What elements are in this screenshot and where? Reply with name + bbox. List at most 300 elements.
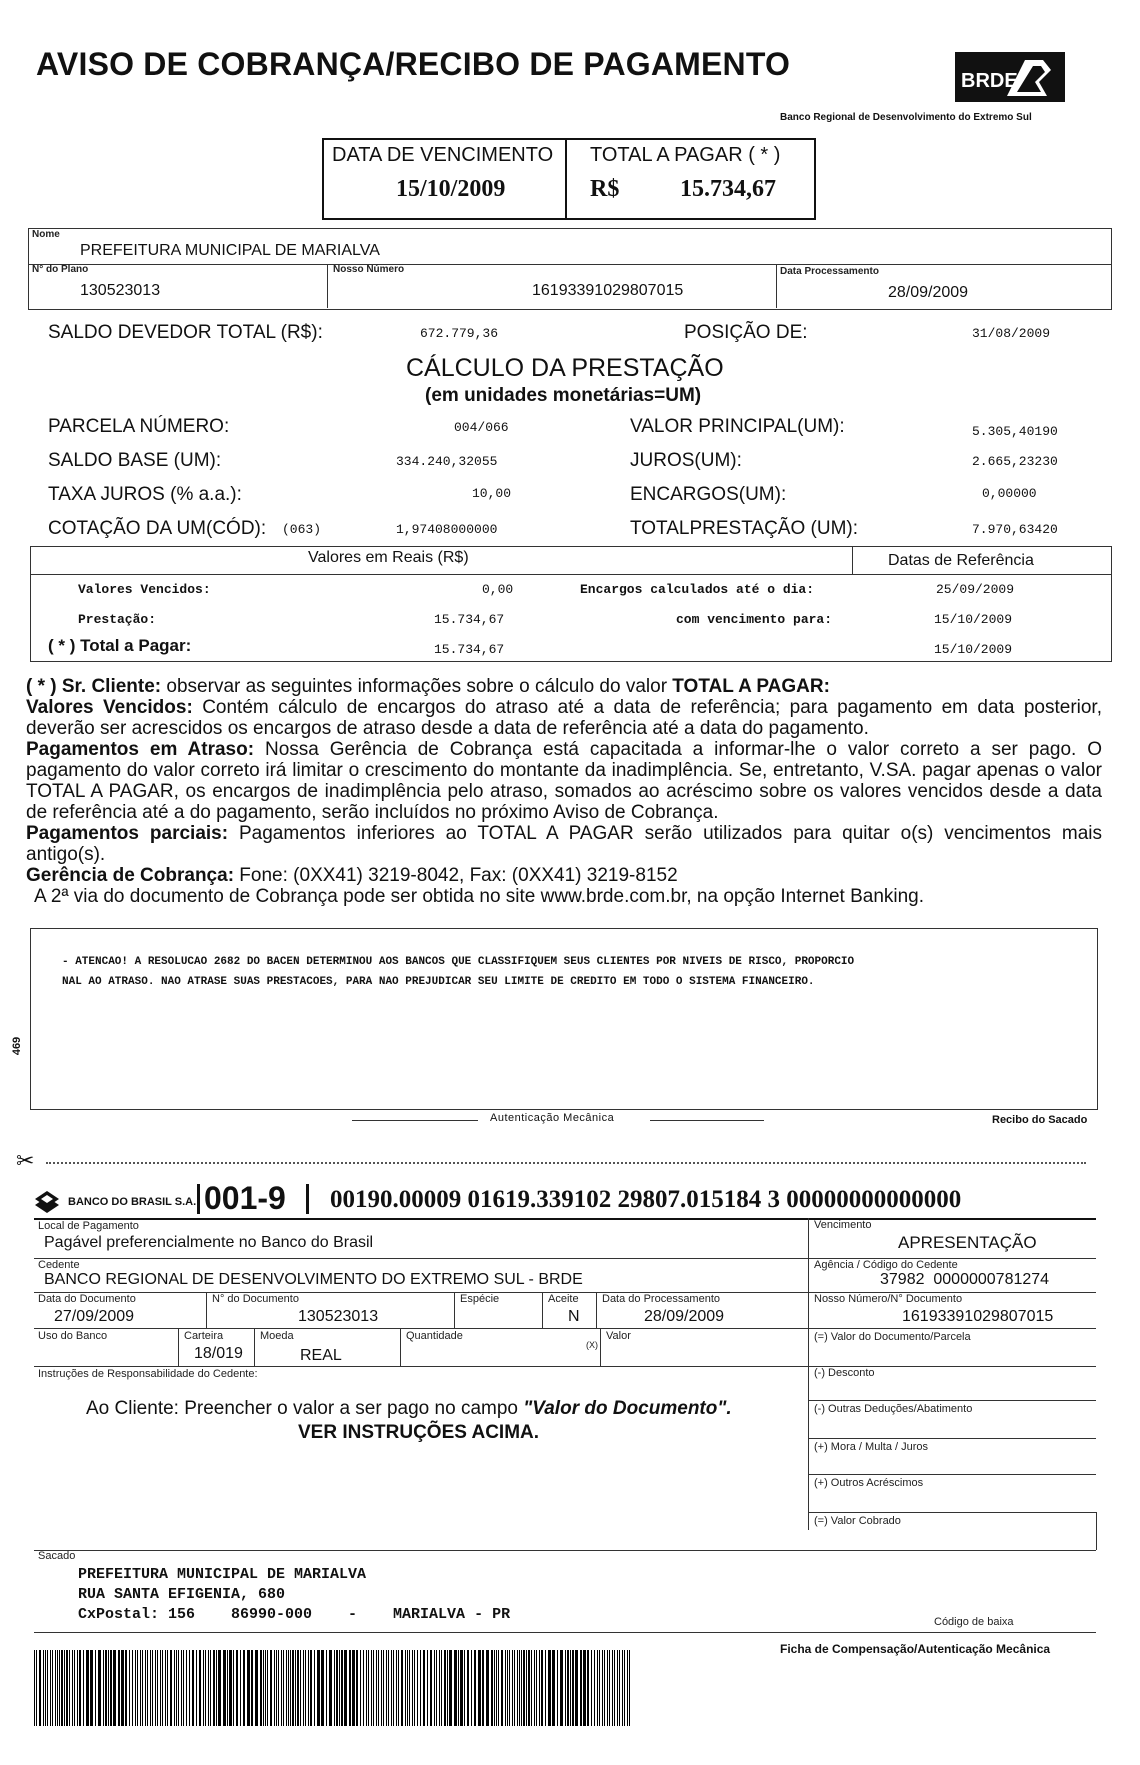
notes-segunda-via: A 2ª via do documento de Cobrança pode ser obtida no site www.brde.com.br, na opção Internet Banking. — [34, 886, 925, 907]
barcode-bar — [142, 1650, 143, 1726]
barcode-bar — [113, 1650, 116, 1726]
due-date-value: 15/10/2009 — [396, 176, 506, 202]
barcode-bar — [57, 1650, 58, 1726]
barcode-bar — [336, 1650, 338, 1726]
parcela-label: PARCELA NÚMERO: — [48, 416, 230, 437]
barcode-bar — [607, 1650, 608, 1726]
juros-value: 2.665,23230 — [972, 454, 1058, 469]
notes-atraso-text: Nossa Gerência de Cobrança está capacitada a informar-lhe o valor correto a ser pago. O pagamento do valor correto irá limitar o crescimento do montante da inadimplência. Se, entretanto, V.SA. pagar apenas o valor TOTAL A PAGAR, os encargos de inadimplência pelo atraso, somados ao acréscimo sobre os valores vencidos desde a data de referência até a do pagamento, serão incluídos no próximo Aviso de Cobrança. — [26, 739, 1102, 823]
barcode-bar — [454, 1650, 457, 1726]
barcode-bar — [192, 1650, 194, 1726]
barcode-bar — [552, 1650, 555, 1726]
barcode-bar — [243, 1650, 245, 1726]
carteira-value: 18/019 — [194, 1345, 243, 1362]
barcode-bar — [371, 1650, 372, 1726]
outros-acrescimos-label: (+) Outros Acréscimos — [814, 1477, 924, 1489]
cedente-label: Cedente — [38, 1259, 80, 1271]
barcode-bar — [602, 1650, 603, 1726]
barcode-bar — [405, 1650, 406, 1726]
notes-atraso-bold: Pagamentos em Atraso: — [26, 739, 255, 760]
plano-value: 130523013 — [80, 282, 161, 299]
encargos-value: 0,00000 — [982, 486, 1037, 501]
barcode-bar — [162, 1650, 163, 1726]
barcode-bar — [622, 1650, 623, 1726]
barcode-bar — [295, 1650, 296, 1726]
barcode-bar — [132, 1650, 133, 1726]
barcode-bar — [514, 1650, 515, 1726]
due-date-label: DATA DE VENCIMENTO — [332, 144, 554, 166]
encargos-label: ENCARGOS(UM): — [630, 484, 787, 505]
barcode-bar — [609, 1650, 610, 1726]
barcode-bar — [444, 1650, 446, 1726]
barcode-bar — [409, 1650, 410, 1726]
barcode-bar — [386, 1650, 387, 1726]
barcode-bar — [165, 1650, 166, 1726]
datas-header: Datas de Referência — [888, 552, 1034, 569]
barcode-bar — [290, 1650, 291, 1726]
barcode-bar — [509, 1650, 510, 1726]
barcode-bar — [436, 1650, 437, 1726]
barcode-bar — [186, 1650, 187, 1726]
total-prestacao-label: TOTALPRESTAÇÃO (UM): — [630, 518, 859, 539]
barcode-bar — [205, 1650, 206, 1726]
barcode-bar — [519, 1650, 520, 1726]
barcode-bar — [216, 1650, 217, 1726]
barcode-bar — [471, 1650, 472, 1726]
agencia-value: 37982 0000000781274 — [880, 1271, 1050, 1288]
cotacao-value: 1,97408000000 — [396, 522, 498, 537]
barcode-bar — [531, 1650, 532, 1726]
barcode-bar — [430, 1650, 432, 1726]
barcode-bar — [326, 1650, 327, 1726]
table-row-date: 15/10/2009 — [934, 612, 1013, 627]
barcode-bar — [64, 1650, 65, 1726]
notes-parciais-bold: Pagamentos parciais: — [26, 823, 229, 844]
barcode-bar — [412, 1650, 413, 1726]
barcode-bar — [47, 1650, 48, 1726]
barcode-bar — [125, 1650, 127, 1726]
nome-label: Nome — [32, 229, 60, 240]
barcode-bar — [349, 1650, 351, 1726]
barcode-bar — [314, 1650, 315, 1726]
table-row-label: Valores Vencidos: — [78, 582, 211, 597]
data-proc-label: Data do Processamento — [602, 1293, 721, 1305]
bank-name: Banco Regional de Desenvolvimento do Extremo Sul — [780, 112, 1032, 123]
svg-text:BRDE: BRDE — [961, 70, 1018, 92]
sacado-line-3: CxPostal: 156 86990-000 - MARIALVA - PR — [78, 1606, 511, 1623]
barcode-bar — [283, 1650, 284, 1726]
barcode-bar — [308, 1650, 309, 1726]
currency-label: R$ — [590, 176, 620, 202]
table-row-ref-label: Encargos calculados até o dia: — [580, 582, 815, 597]
barcode — [34, 1650, 634, 1726]
barcode-bar — [565, 1650, 566, 1726]
barcode-bar — [396, 1650, 397, 1726]
barcode-bar — [72, 1650, 73, 1726]
barcode-bar — [439, 1650, 440, 1726]
barcode-bar — [378, 1650, 379, 1726]
barcode-bar — [599, 1650, 600, 1726]
local-label: Local de Pagamento — [38, 1220, 139, 1232]
barcode-bar — [135, 1650, 136, 1726]
saldo-label: SALDO DEVEDOR TOTAL (R$): — [48, 322, 323, 343]
valor-documento-label: (=) Valor do Documento/Parcela — [814, 1331, 971, 1343]
table-row-label: ( * ) Total a Pagar: — [48, 636, 192, 655]
notes-vencidos-text: Contém cálculo de encargos do atraso até a data de referência; para pagamento em data posterior, deverão ser acrescidos os encargos de atraso desde a data de referência até a data do pagamento. — [26, 697, 1102, 739]
nosso-numero-boleto-label: Nosso Número/N° Documento — [814, 1293, 963, 1305]
cotacao-cod: (063) — [282, 522, 322, 537]
total-label: TOTAL A PAGAR ( * ) — [590, 144, 781, 166]
barcode-bar — [45, 1650, 46, 1726]
alert-line-1: - ATENCAO! A RESOLUCAO 2682 DO BACEN DETERMINOU AOS BANCOS QUE CLASSIFIQUEM SEUS CLIENTES POR NIVEIS DE RISCO, PROPORCIO — [62, 956, 855, 968]
barcode-bar — [176, 1650, 177, 1726]
barcode-bar — [310, 1650, 312, 1726]
barcode-bar — [236, 1650, 238, 1726]
x-label: (X) — [586, 1340, 598, 1350]
barcode-bar — [447, 1650, 448, 1726]
nosso-numero-boleto-value: 16193391029807015 — [902, 1308, 1054, 1325]
barcode-bar — [292, 1650, 294, 1726]
barcode-bar — [352, 1650, 355, 1726]
barcode-bar — [213, 1650, 215, 1726]
saldo-value: 672.779,36 — [420, 326, 499, 341]
barcode-bar — [491, 1650, 493, 1726]
barcode-bar — [317, 1650, 320, 1726]
aceite-value: N — [568, 1308, 580, 1325]
barcode-bar — [517, 1650, 518, 1726]
barcode-bar — [79, 1650, 81, 1726]
barcode-bar — [567, 1650, 569, 1726]
calc-subtitle: (em unidades monetárias=UM) — [425, 385, 702, 406]
taxa-juros-value: 10,00 — [472, 486, 512, 501]
barcode-bar — [619, 1650, 620, 1726]
barcode-bar — [59, 1650, 60, 1726]
barcode-bar — [167, 1650, 168, 1726]
data-processamento-label: Data Processamento — [780, 266, 879, 277]
barcode-bar — [482, 1650, 484, 1726]
barcode-bar — [494, 1650, 495, 1726]
vencimento-value: APRESENTAÇÃO — [898, 1233, 1037, 1252]
barcode-bar — [83, 1650, 84, 1726]
barcode-bar — [624, 1650, 625, 1726]
barcode-bar — [199, 1650, 201, 1726]
barcode-bar — [388, 1650, 389, 1726]
notes-gerencia-bold: Gerência de Cobrança: — [26, 865, 235, 886]
barcode-bar — [210, 1650, 211, 1726]
barcode-bar — [196, 1650, 197, 1726]
barcode-bar — [170, 1650, 172, 1726]
recibo-sacado-label: Recibo do Sacado — [992, 1114, 1088, 1126]
saldo-base-label: SALDO BASE (UM): — [48, 450, 222, 471]
nosso-numero-label: Nosso Número — [333, 264, 405, 275]
barcode-bar — [393, 1650, 394, 1726]
bb-logo-svg — [34, 1190, 60, 1214]
barcode-bar — [594, 1650, 595, 1726]
data-proc-value: 28/09/2009 — [644, 1308, 725, 1325]
barcode-bar — [178, 1650, 179, 1726]
barcode-bar — [223, 1650, 226, 1726]
barcode-bar — [557, 1650, 558, 1726]
barcode-bar — [366, 1650, 367, 1726]
barcode-bar — [36, 1650, 37, 1726]
barcode-bar — [263, 1650, 264, 1726]
barcode-bar — [278, 1650, 279, 1726]
barcode-bar — [548, 1650, 551, 1726]
barcode-bar — [274, 1650, 275, 1726]
table-row-value: 0,00 — [482, 582, 514, 597]
barcode-bar — [218, 1650, 221, 1726]
barcode-bar — [147, 1650, 148, 1726]
barcode-bar — [233, 1650, 234, 1726]
notes-intro-text: observar as seguintes informações sobre o cálculo do valor — [161, 676, 673, 697]
barcode-bar — [157, 1650, 158, 1726]
barcode-bar — [441, 1650, 442, 1726]
barcode-bar — [467, 1650, 469, 1726]
barcode-bar — [98, 1650, 101, 1726]
barcode-bar — [305, 1650, 306, 1726]
data-doc-value: 27/09/2009 — [54, 1308, 135, 1325]
sacado-line-2: RUA SANTA EFIGENIA, 680 — [78, 1586, 286, 1603]
barcode-bar — [572, 1650, 574, 1726]
barcode-bar — [339, 1650, 340, 1726]
outras-deducoes-label: (-) Outras Deduções/Abatimento — [814, 1403, 973, 1415]
document-title: AVISO DE COBRANÇA/RECIBO DE PAGAMENTO — [36, 46, 791, 82]
barcode-bar — [587, 1650, 589, 1726]
barcode-bar — [580, 1650, 582, 1726]
barcode-bar — [512, 1650, 513, 1726]
barcode-bar — [39, 1650, 41, 1726]
barcode-bar — [486, 1650, 489, 1726]
barcode-bar — [363, 1650, 364, 1726]
instrucoes-line-1-text: Ao Cliente: Preencher o valor a ser pago no campo — [86, 1398, 524, 1419]
barcode-bar — [181, 1650, 182, 1726]
mora-label: (+) Mora / Multa / Juros — [814, 1441, 929, 1453]
barcode-bar — [373, 1650, 374, 1726]
barcode-bar — [498, 1650, 499, 1726]
cotacao-label: COTAÇÃO DA UM(CÓD): — [48, 518, 267, 539]
barcode-bar — [414, 1650, 415, 1726]
barcode-bar — [523, 1650, 525, 1726]
barcode-bar — [110, 1650, 112, 1726]
data-doc-label: Data do Documento — [38, 1293, 136, 1305]
total-prestacao-value: 7.970,63420 — [972, 522, 1058, 537]
barcode-bar — [381, 1650, 382, 1726]
barcode-bar — [505, 1650, 506, 1726]
barcode-bar — [617, 1650, 618, 1726]
barcode-bar — [155, 1650, 156, 1726]
barcode-bar — [69, 1650, 70, 1726]
barcode-bar — [368, 1650, 369, 1726]
table-row-date: 15/10/2009 — [934, 642, 1013, 657]
barcode-bar — [52, 1650, 53, 1726]
barcode-bar — [464, 1650, 465, 1726]
especie-label: Espécie — [460, 1293, 500, 1305]
barcode-bar — [383, 1650, 384, 1726]
autenticacao-label: Autenticação Mecânica — [490, 1112, 615, 1124]
barcode-bar — [501, 1650, 503, 1726]
carteira-label: Carteira — [184, 1330, 224, 1342]
table-row-ref-label: com vencimento para: — [676, 612, 833, 627]
barcode-bar — [208, 1650, 209, 1726]
barcode-bar — [560, 1650, 563, 1726]
barcode-bar — [265, 1650, 266, 1726]
barcode-bar — [103, 1650, 104, 1726]
notes-parciais-text: Pagamentos inferiores ao TOTAL A PAGAR serão utilizados para quitar o(s) vencimentos mais antigo(s). — [26, 823, 1102, 865]
barcode-bar — [360, 1650, 361, 1726]
barcode-bar — [247, 1650, 250, 1726]
barcode-bar — [614, 1650, 615, 1726]
notes-intro-bold2: TOTAL A PAGAR: — [672, 676, 830, 697]
barcode-bar — [90, 1650, 93, 1726]
barcode-bar — [77, 1650, 78, 1726]
linha-digitavel: 00190.00009 01619.339102 29807.015184 3 00000000000000 — [330, 1186, 962, 1213]
plano-label: N° do Plano — [32, 264, 89, 275]
alert-line-2: NAL AO ATRASO. NAO ATRASE SUAS PRESTACOES, PARA NAO PREJUDICAR SEU LIMITE DE CREDITO EM TODO O SISTEMA FINANCEIRO. — [62, 976, 815, 988]
barcode-bar — [297, 1650, 299, 1726]
barcode-bar — [341, 1650, 343, 1726]
table-row-value: 15.734,67 — [434, 642, 505, 657]
barcode-bar — [303, 1650, 304, 1726]
barcode-bar — [140, 1650, 141, 1726]
barcode-bar — [267, 1650, 268, 1726]
barcode-bar — [55, 1650, 56, 1726]
barcode-bar — [526, 1650, 527, 1726]
uso-banco-label: Uso do Banco — [38, 1330, 108, 1342]
barcode-bar — [240, 1650, 241, 1726]
barcode-bar — [356, 1650, 358, 1726]
barcode-bar — [276, 1650, 277, 1726]
barcode-bar — [474, 1650, 476, 1726]
barcode-bar — [203, 1650, 204, 1726]
ficha-label: Ficha de Compensação/Autenticação Mecânica — [780, 1642, 1051, 1656]
barcode-bar — [417, 1650, 418, 1726]
notes-vencidos-bold: Valores Vencidos: — [26, 697, 193, 718]
barcode-bar — [152, 1650, 153, 1726]
barcode-bar — [458, 1650, 459, 1726]
moeda-value: REAL — [300, 1347, 342, 1364]
barcode-bar — [545, 1650, 546, 1726]
saldo-base-value: 334.240,32055 — [396, 454, 498, 469]
sacado-label: Sacado — [38, 1550, 76, 1562]
barcode-bar — [420, 1650, 421, 1726]
barcode-bar — [627, 1650, 628, 1726]
moeda-label: Moeda — [260, 1330, 294, 1342]
barcode-bar — [536, 1650, 537, 1726]
barcode-bar — [174, 1650, 175, 1726]
barcode-bar — [449, 1650, 452, 1726]
barcode-bar — [137, 1650, 138, 1726]
barcode-bar — [288, 1650, 289, 1726]
barcode-bar — [398, 1650, 399, 1726]
barcode-bar — [227, 1650, 228, 1726]
posicao-label: POSIÇÃO DE: — [684, 322, 808, 343]
barcode-bar — [183, 1650, 184, 1726]
calc-title: CÁLCULO DA PRESTAÇÃO — [406, 354, 724, 382]
quantidade-label: Quantidade — [406, 1330, 463, 1342]
total-value: 15.734,67 — [680, 176, 776, 202]
valor-label: Valor — [606, 1330, 631, 1342]
barcode-bar — [251, 1650, 253, 1726]
boleto-bank-name: BANCO DO BRASIL S.A. — [68, 1196, 197, 1208]
barcode-bar — [407, 1650, 408, 1726]
barcode-bar — [270, 1650, 272, 1726]
barcode-bar — [534, 1650, 535, 1726]
notes-block — [26, 676, 1102, 907]
barcode-bar — [376, 1650, 377, 1726]
barcode-bar — [61, 1650, 63, 1726]
barcode-bar — [629, 1650, 630, 1726]
barcode-bar — [86, 1650, 89, 1726]
barcode-bar — [300, 1650, 301, 1726]
codigo-baixa-label: Código de baixa — [934, 1616, 1014, 1628]
barcode-bar — [121, 1650, 124, 1726]
vencimento-label: Vencimento — [814, 1219, 872, 1231]
cut-line — [46, 1162, 1086, 1164]
barcode-bar — [612, 1650, 613, 1726]
juros-label: JUROS(UM): — [630, 450, 742, 471]
barcode-bar — [334, 1650, 335, 1726]
posicao-value: 31/08/2009 — [972, 326, 1051, 341]
barcode-bar — [118, 1650, 120, 1726]
barcode-bar — [43, 1650, 44, 1726]
agencia-label: Agência / Código do Cedente — [814, 1259, 958, 1271]
barcode-bar — [105, 1650, 107, 1726]
barcode-bar — [575, 1650, 578, 1726]
barcode-bar — [570, 1650, 571, 1726]
barcode-bar — [478, 1650, 481, 1726]
barcode-bar — [145, 1650, 146, 1726]
barcode-bar — [344, 1650, 347, 1726]
barcode-bar — [434, 1650, 435, 1726]
barcode-bar — [528, 1650, 530, 1726]
principal-value: 5.305,40190 — [972, 424, 1058, 439]
nosso-numero-value: 16193391029807015 — [532, 282, 684, 299]
barcode-svg — [34, 1650, 634, 1726]
desconto-label: (-) Desconto — [814, 1367, 875, 1379]
barcode-bar — [129, 1650, 130, 1726]
barcode-bar — [95, 1650, 96, 1726]
barcode-bar — [74, 1650, 75, 1726]
barcode-bar — [541, 1650, 543, 1726]
barcode-bar — [604, 1650, 605, 1726]
table-row-date: 25/09/2009 — [936, 582, 1015, 597]
principal-label: VALOR PRINCIPAL(UM): — [630, 416, 845, 437]
barcode-bar — [150, 1650, 151, 1726]
sacado-line-1: PREFEITURA MUNICIPAL DE MARIALVA — [78, 1566, 367, 1583]
barcode-bar — [583, 1650, 586, 1726]
brde-logo — [955, 52, 1065, 102]
barcode-bar — [50, 1650, 51, 1726]
notes-intro-bold: ( * ) Sr. Cliente: — [26, 676, 162, 697]
side-number: 469 — [11, 1036, 24, 1056]
local-value: Pagável preferencialmente no Banco do Brasil — [44, 1234, 374, 1251]
barcode-bar — [401, 1650, 403, 1726]
barcode-bar — [229, 1650, 232, 1726]
barcode-bar — [391, 1650, 392, 1726]
valores-header: Valores em Reais (R$) — [308, 549, 469, 566]
parcela-value: 004/066 — [454, 420, 509, 435]
barcode-bar — [521, 1650, 522, 1726]
barcode-bar — [108, 1650, 109, 1726]
barcode-bar — [539, 1650, 540, 1726]
notes-gerencia-text: Fone: (0XX41) 3219-8042, Fax: (0XX41) 3219-8152 — [234, 865, 678, 886]
barcode-bar — [189, 1650, 190, 1726]
table-row-value: 15.734,67 — [434, 612, 505, 627]
barcode-bar — [321, 1650, 324, 1726]
table-row-label: Prestação: — [78, 612, 157, 627]
instrucoes-line-1 — [86, 1398, 732, 1420]
barcode-bar — [496, 1650, 497, 1726]
